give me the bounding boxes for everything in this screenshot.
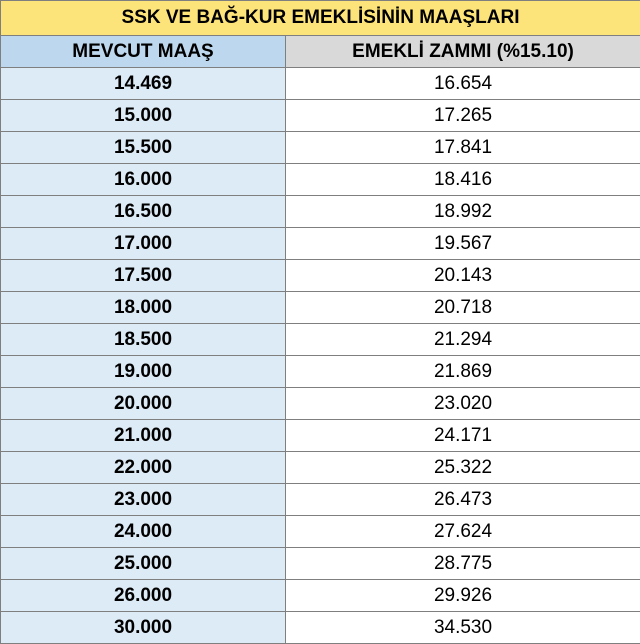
- raised-salary-cell: 21.869: [286, 356, 640, 388]
- title-row: [1, 1, 640, 36]
- current-salary-cell: 25.000: [1, 548, 286, 580]
- current-salary-cell: 21.000: [1, 420, 286, 452]
- table-row: [1, 580, 640, 612]
- raised-salary-cell: 20.718: [286, 292, 640, 324]
- current-salary-cell: 17.500: [1, 260, 286, 292]
- table-row: [1, 164, 640, 196]
- raised-salary-cell: 19.567: [286, 228, 640, 260]
- table-row: [1, 356, 640, 388]
- raised-salary-cell: 24.171: [286, 420, 640, 452]
- table-row: [1, 484, 640, 516]
- current-salary-cell: 17.000: [1, 228, 286, 260]
- current-salary-cell: 20.000: [1, 388, 286, 420]
- table-row: [1, 196, 640, 228]
- current-salary-cell: 24.000: [1, 516, 286, 548]
- table-row: [1, 68, 640, 100]
- raised-salary-cell: 25.322: [286, 452, 640, 484]
- current-salary-cell: 18.500: [1, 324, 286, 356]
- table-row: [1, 324, 640, 356]
- current-salary-cell: 26.000: [1, 580, 286, 612]
- raised-salary-cell: 21.294: [286, 324, 640, 356]
- raised-salary-cell: 18.992: [286, 196, 640, 228]
- table-row: [1, 100, 640, 132]
- table-body: [1, 68, 640, 644]
- current-salary-cell: 30.000: [1, 612, 286, 644]
- table-row: [1, 228, 640, 260]
- table-row: [1, 548, 640, 580]
- table-row: [1, 516, 640, 548]
- table-row: [1, 292, 640, 324]
- current-salary-cell: 15.500: [1, 132, 286, 164]
- raised-salary-cell: 29.926: [286, 580, 640, 612]
- raised-salary-cell: 26.473: [286, 484, 640, 516]
- current-salary-cell: 22.000: [1, 452, 286, 484]
- current-salary-cell: 16.000: [1, 164, 286, 196]
- raised-salary-cell: 16.654: [286, 68, 640, 100]
- current-salary-cell: 16.500: [1, 196, 286, 228]
- raised-salary-cell: 34.530: [286, 612, 640, 644]
- table-row: [1, 452, 640, 484]
- raised-salary-cell: 20.143: [286, 260, 640, 292]
- current-salary-cell: 14.469: [1, 68, 286, 100]
- current-salary-cell: 15.000: [1, 100, 286, 132]
- current-salary-cell: 18.000: [1, 292, 286, 324]
- raised-salary-header: EMEKLİ ZAMMI (%15.10): [286, 36, 640, 68]
- current-salary-cell: 19.000: [1, 356, 286, 388]
- raised-salary-cell: 17.841: [286, 132, 640, 164]
- table-title: SSK VE BAĞ-KUR EMEKLİSİNİN MAAŞLARI: [1, 1, 640, 36]
- table-row: [1, 388, 640, 420]
- table-row: [1, 420, 640, 452]
- current-salary-header: MEVCUT MAAŞ: [1, 36, 286, 68]
- raised-salary-cell: 28.775: [286, 548, 640, 580]
- raised-salary-cell: 17.265: [286, 100, 640, 132]
- table-row: [1, 260, 640, 292]
- header-row: [1, 36, 640, 68]
- raised-salary-cell: 18.416: [286, 164, 640, 196]
- raised-salary-cell: 23.020: [286, 388, 640, 420]
- table-row: [1, 612, 640, 644]
- table-row: [1, 132, 640, 164]
- raised-salary-cell: 27.624: [286, 516, 640, 548]
- current-salary-cell: 23.000: [1, 484, 286, 516]
